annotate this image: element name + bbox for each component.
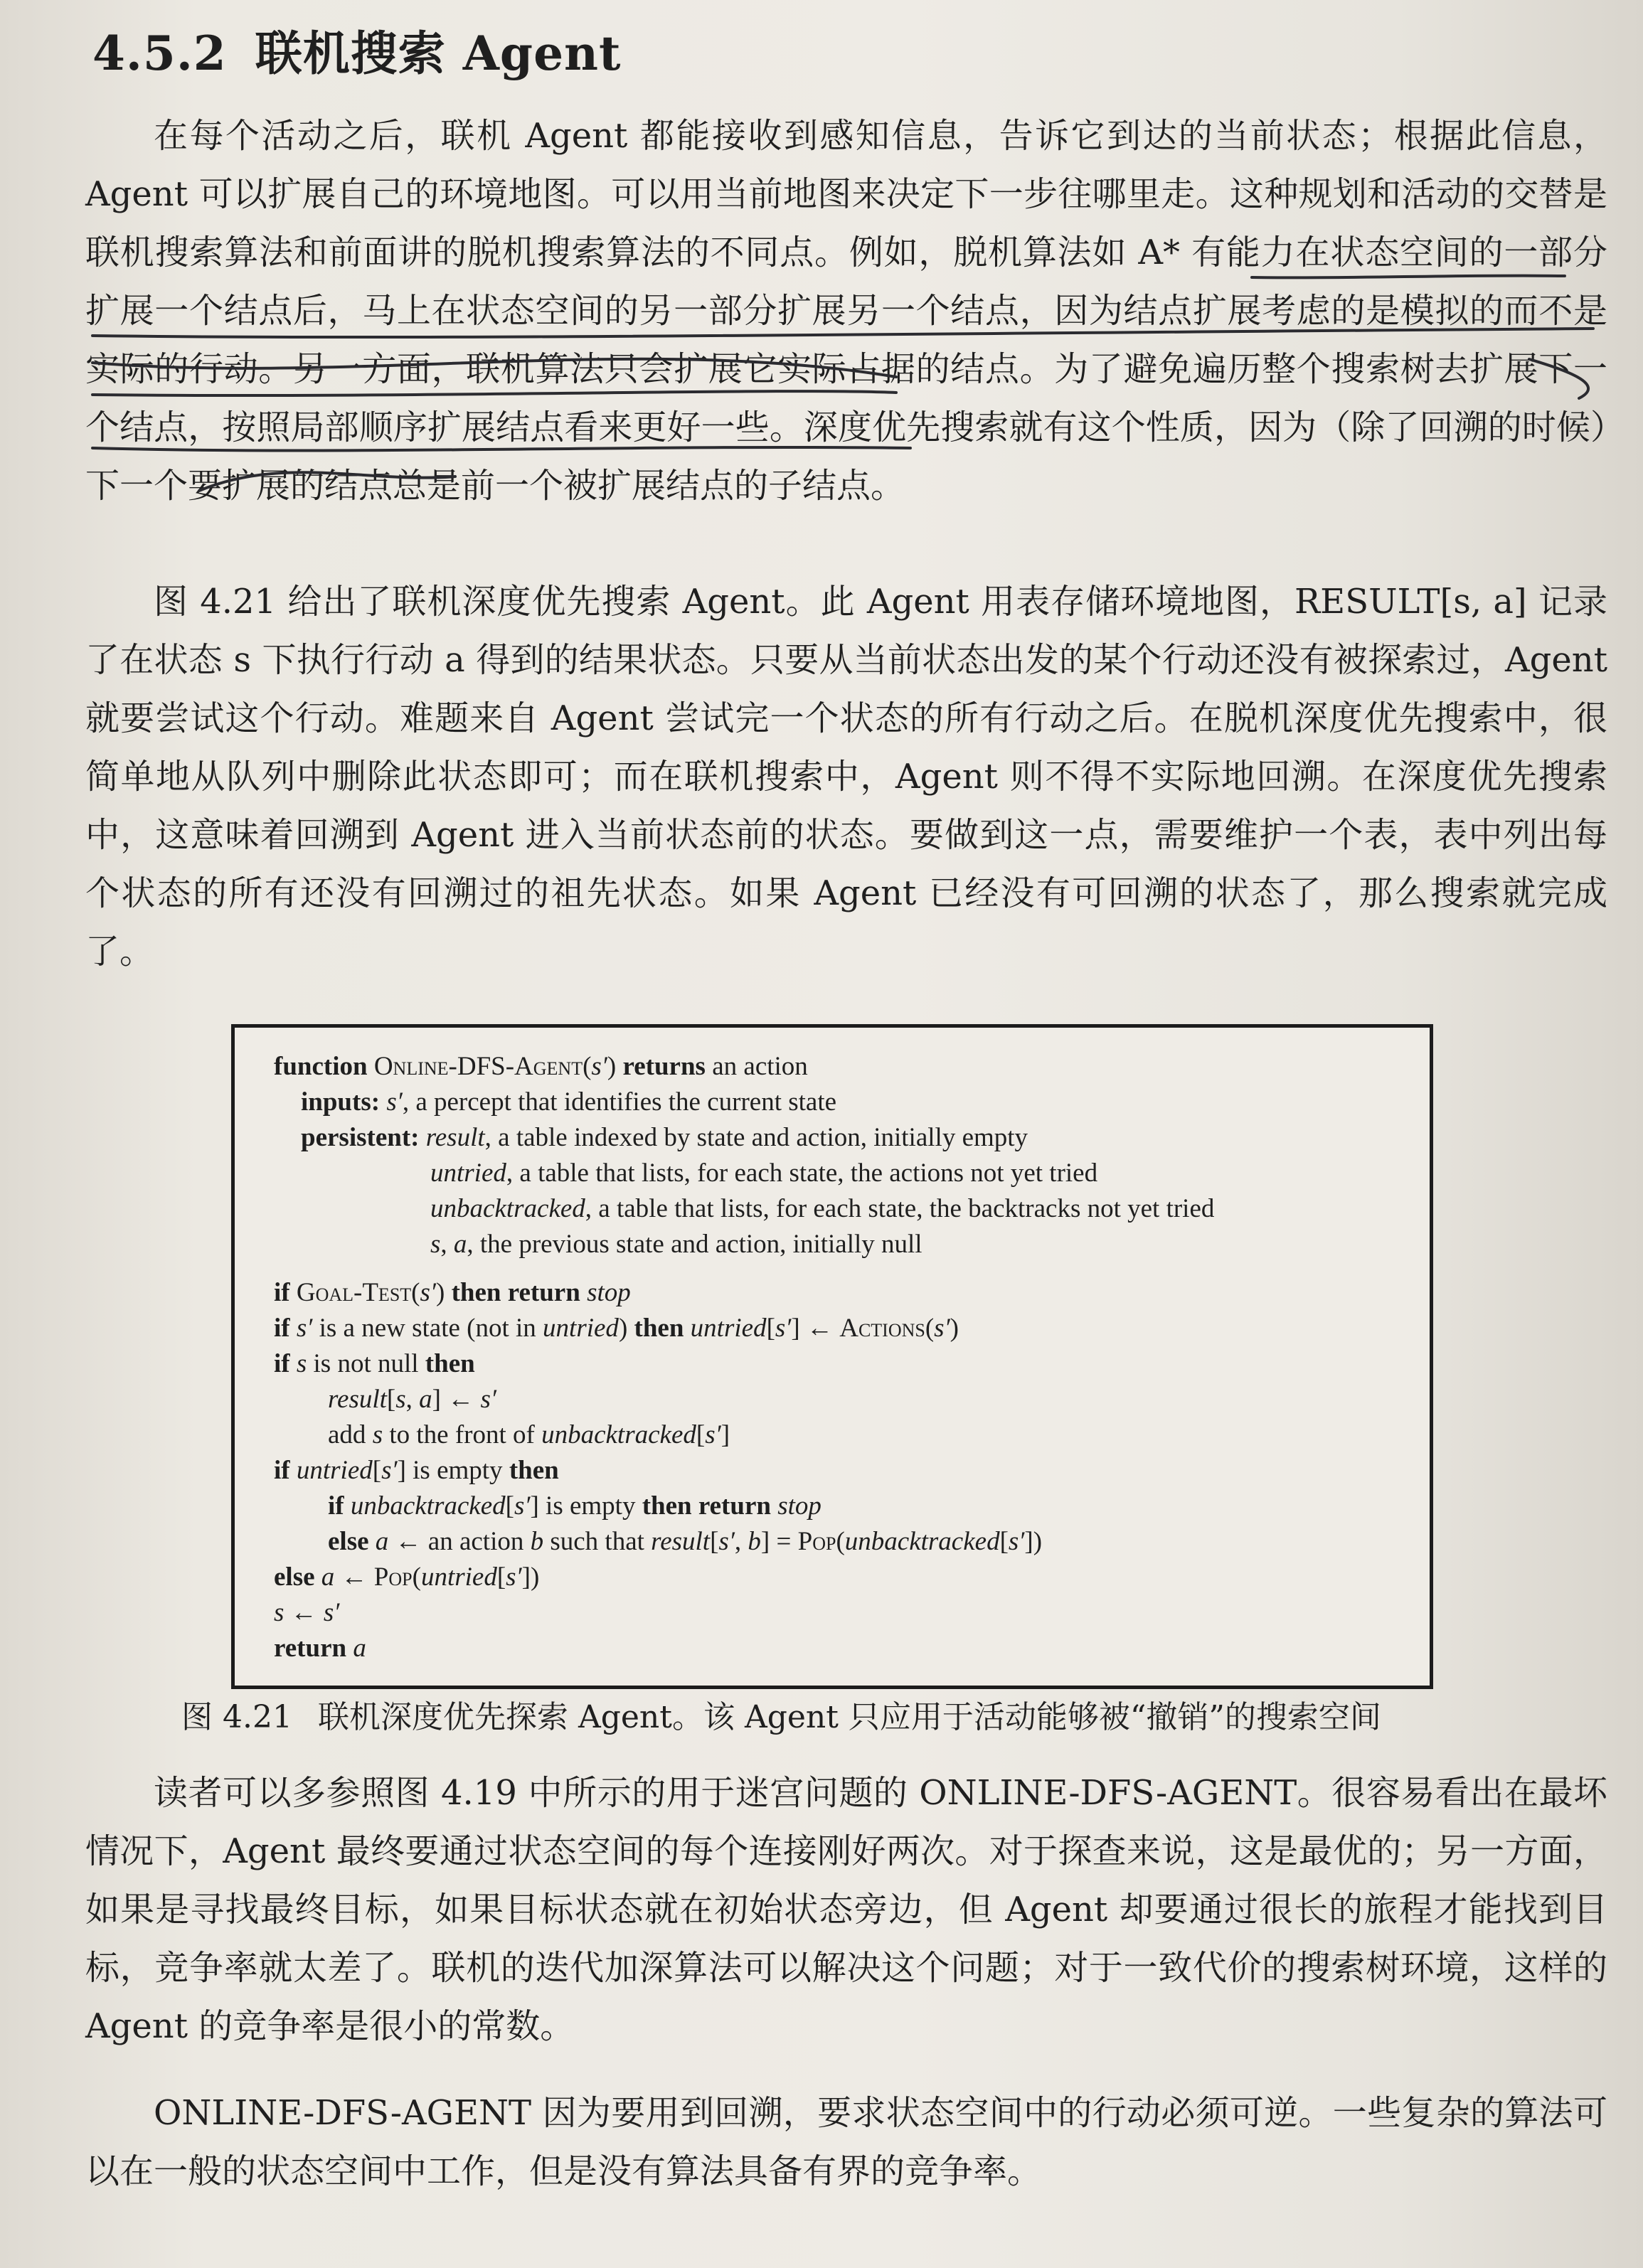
paragraph-text: ONLINE-DFS-AGENT 因为要用到回溯，要求状态空间中的行动必须可逆。一些复杂的算法可以在一般的状态空间中工作，但是没有算法具备有界的竞争率。 (85, 2093, 1607, 2191)
algo-line-1: function Online-DFS-Agent(s′) returns an action (274, 1052, 808, 1081)
algorithm-code (274, 1049, 1426, 1666)
algorithm-box (231, 1024, 1433, 1689)
algo-line-10: result[s, a] ← s′ (328, 1385, 496, 1414)
algo-line-7: if Goal-Test(s′) then return stop (274, 1278, 631, 1307)
section-number: 4.5.2 (92, 26, 227, 81)
paragraph-3 (85, 1764, 1607, 2055)
algo-line-4: untried, a table that lists, for each state, the actions not yet tried (430, 1159, 1098, 1188)
algo-line-11: add s to the front of unbacktracked[s′] (328, 1420, 730, 1449)
algo-line-3: persistent: result, a table indexed by state and action, initially empty (301, 1123, 1028, 1152)
section-title: 联机搜索 Agent (255, 26, 622, 81)
paragraph-4 (85, 2084, 1607, 2200)
algo-line-9: if s is not null then (274, 1349, 475, 1378)
algo-line-8: if s′ is a new state (not in untried) then untried[s′] ← Actions(s′) (274, 1314, 959, 1343)
paragraph-2 (85, 573, 1607, 981)
paragraph-1 (85, 107, 1607, 515)
algo-line-12: if untried[s′] is empty then (274, 1456, 559, 1485)
paragraph-text: 读者可以多参照图 4.19 中所示的用于迷宫问题的 ONLINE-DFS-AGENT。很容易看出在最坏情况下，Agent 最终要通过状态空间的每个连接刚好两次。对于探查来说，这是最优的；另一方面，如果是寻找最终目标，如果目标状态就在初始状态旁边，但 Agent 却要通过很长的旅程才能找到目标，竞争率就太差了。联机的迭代加深算法可以解决这个问题；对于一致代价的搜索树环境，这样的 Agent 的竞争率是很小的常数。 (85, 1773, 1607, 2046)
algo-line-15: else a ← Pop(untried[s′]) (274, 1562, 540, 1592)
algo-line-6: s, a, the previous state and action, initially null (430, 1230, 922, 1259)
caption-text: 联机深度优先探索 Agent。该 Agent 只应用于活动能够被“撤销”的搜索空间 (317, 1699, 1381, 1735)
algo-line-17: return a (274, 1634, 366, 1663)
algo-line-13: if unbacktracked[s′] is empty then return stop (328, 1491, 822, 1521)
algo-line-5: unbacktracked, a table that lists, for each state, the backtracks not yet tried (430, 1194, 1215, 1223)
paragraph-text: 在每个活动之后，联机 Agent 都能接收到感知信息，告诉它到达的当前状态；根据此信息，Agent 可以扩展自己的环境地图。可以用当前地图来决定下一步往哪里走。这种规划和活动的交替是联机搜索算法和前面讲的脱机搜索算法的不同点。例如，脱机算法如 A* 有能力在状态空间的一部分扩展一个结点后，马上在状态空间的另一部分扩展另一个结点，因为结点扩展考虑的是模拟的而不是实际的行动。另一方面，联机算法只会扩展它实际占据的结点。为了避免遍历整个搜索树去扩展下一个结点，按照局部顺序扩展结点看来更好一些。深度优先搜索就有这个性质，因为（除了回溯的时候）下一个要扩展的结点总是前一个被扩展结点的子结点。 (85, 116, 1607, 506)
figure-number: 图 4.21 (181, 1699, 292, 1735)
section-heading (92, 16, 622, 83)
paragraph-text: 图 4.21 给出了联机深度优先搜索 Agent。此 Agent 用表存储环境地图，RESULT[s, a] 记录了在状态 s 下执行行动 a 得到的结果状态。只要从当前状态出发的某个行动还没有被探索过，Agent 就要尝试这个行动。难题来自 Agent 尝试完一个状态的所有行动之后。在脱机深度优先搜索中，很简单地从队列中删除此状态即可；而在联机搜索中，Agent 则不得不实际地回溯。在深度优先搜索中，这意味着回溯到 Agent 进入当前状态前的状态。要做到这一点，需要维护一个表，表中列出每个状态的所有还没有回溯过的祖先状态。如果 Agent 已经没有可回溯的状态了，那么搜索就完成了。 (85, 582, 1607, 971)
algo-line-2: inputs: s′, a percept that identifies the current state (301, 1087, 837, 1117)
figure-caption (181, 1696, 1381, 1739)
algo-line-16: s ← s′ (274, 1598, 340, 1627)
algo-line-14: else a ← an action b such that result[s′, b] = Pop(unbacktracked[s′]) (328, 1527, 1043, 1556)
